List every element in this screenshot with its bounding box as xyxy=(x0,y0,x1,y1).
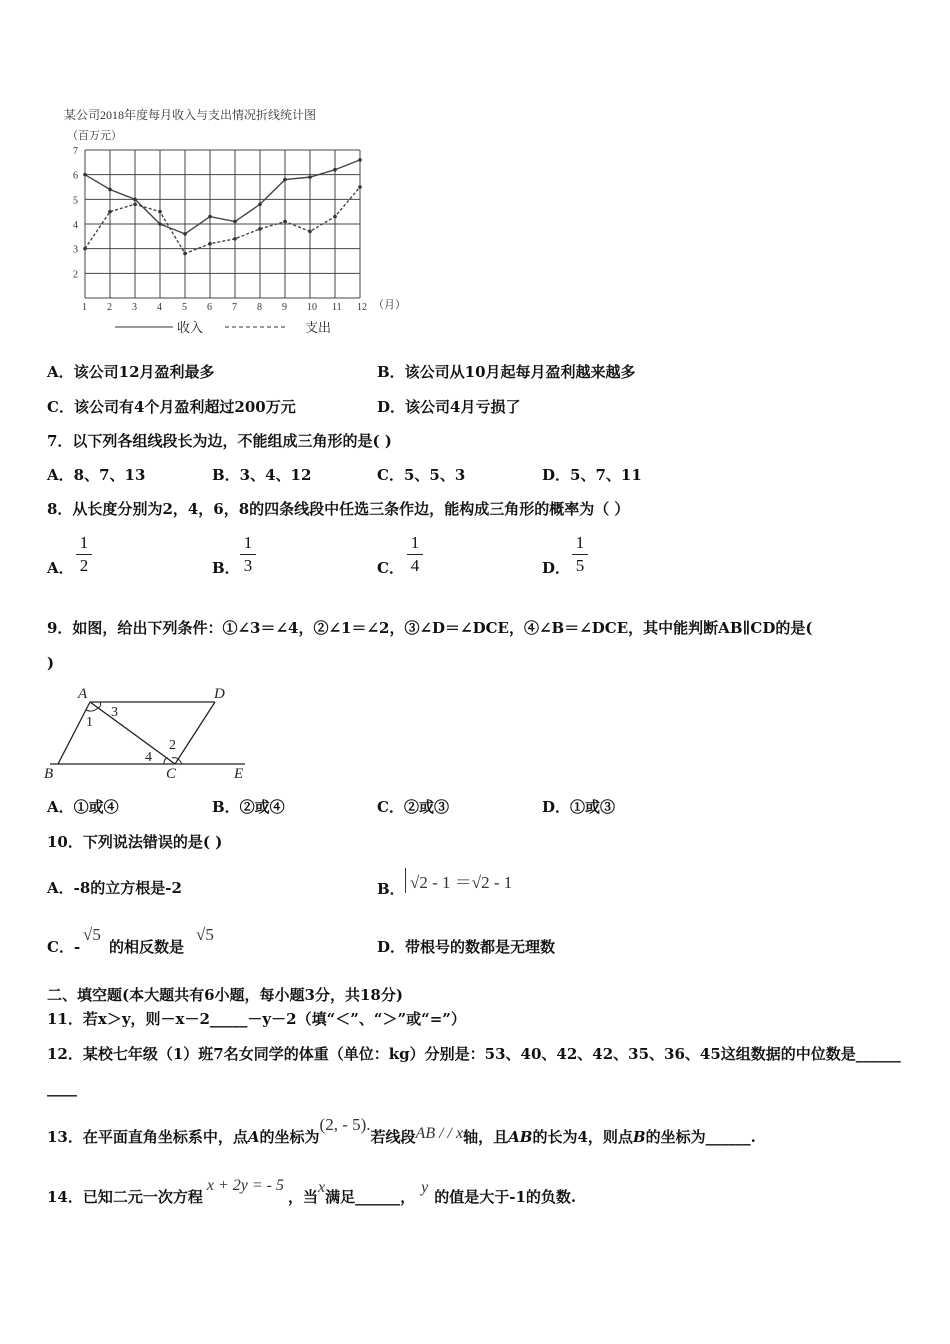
q8-stem: 8．从长度分别为2，4，6，8的四条线段中任选三条作边，能构成三角形的概率为（ ） xyxy=(47,500,630,518)
x-tick-4: 4 xyxy=(157,302,162,313)
q9-option-d: D．①或③ xyxy=(542,798,616,816)
expense-point-3 xyxy=(133,202,137,206)
chart-title: 某公司2018年度每月收入与支出情况折线统计图 xyxy=(64,108,317,122)
income-point-4 xyxy=(158,222,162,226)
q8-option-c-label: C． xyxy=(377,559,404,577)
x-tick-5: 5 xyxy=(182,302,187,313)
expense-point-5 xyxy=(183,252,187,256)
expense-point-10 xyxy=(308,230,312,234)
expense-point-8 xyxy=(258,227,262,231)
expense-point-2 xyxy=(108,210,112,214)
income-point-8 xyxy=(258,202,262,206)
y-tick-7: 7 xyxy=(73,146,78,157)
label-E: E xyxy=(234,766,244,782)
income-point-12 xyxy=(358,158,362,162)
legend-expense-label: 支出 xyxy=(305,320,332,335)
x-tick-8: 8 xyxy=(257,302,262,313)
q6-option-c: C．该公司有4个月盈利超过200万元 xyxy=(47,398,296,416)
expense-point-9 xyxy=(283,220,287,224)
x-tick-1: 1 xyxy=(82,302,87,313)
q10-option-b-expression: √2 - 1 ＝√2 - 1 xyxy=(405,868,512,893)
chart-series xyxy=(83,158,362,255)
q6-option-a: A．该公司12月盈利最多 xyxy=(47,363,215,381)
q7-stem: 7．以下列各组线段长为边，不能组成三角形的是( ) xyxy=(47,432,392,450)
expense-point-12 xyxy=(358,185,362,189)
legend-income-label: 收入 xyxy=(177,320,204,335)
q13: 13．在平面直角坐标系中，点A的坐标为(2, - 5).若线段AB / / x轴，且AB的长为4，则点B的坐标为______. xyxy=(47,1115,756,1146)
income-point-1 xyxy=(83,173,87,177)
label-C: C xyxy=(166,766,177,782)
income-point-10 xyxy=(308,175,312,179)
q8-option-d-fraction: 1 5 xyxy=(572,533,588,576)
expense-point-1 xyxy=(83,247,87,251)
x-tick-9: 9 xyxy=(282,302,287,313)
income-point-11 xyxy=(333,168,337,172)
x-tick-12: 12 xyxy=(357,302,367,313)
q12-line2: ____ xyxy=(47,1079,77,1097)
chart-xlabel: （月） xyxy=(373,299,406,311)
expense-point-4 xyxy=(158,210,162,214)
label-B: B xyxy=(44,766,54,782)
income-point-6 xyxy=(208,215,212,219)
q8-option-b-fraction: 1 3 xyxy=(240,533,256,576)
q7-option-a: A．8、7、13 xyxy=(47,466,146,484)
q8-option-a-label: A． xyxy=(47,559,74,577)
chart-x-ticks xyxy=(82,302,367,313)
y-tick-6: 6 xyxy=(73,170,78,182)
x-tick-3: 3 xyxy=(132,302,137,313)
q9-option-c: C．②或③ xyxy=(377,798,449,816)
income-expense-line-chart xyxy=(55,100,415,345)
y-tick-3: 3 xyxy=(73,244,78,256)
q10-option-c-sqrt-1: √5 xyxy=(83,925,101,944)
q7-option-d: D．5、7、11 xyxy=(542,466,642,484)
q7-option-c: C．5、5、3 xyxy=(377,466,466,484)
label-D: D xyxy=(214,686,225,702)
series-line-expense xyxy=(85,187,360,254)
label-1: 1 xyxy=(86,715,93,730)
q10-option-a: A．-8的立方根是-2 xyxy=(47,879,182,897)
q8-option-b-label: B． xyxy=(212,559,240,577)
segment-DC xyxy=(175,702,215,764)
income-point-3 xyxy=(133,198,137,202)
income-point-2 xyxy=(108,188,112,192)
segment-AB xyxy=(58,702,90,764)
q6-option-b: B．该公司从10月起每月盈利越来越多 xyxy=(377,363,636,381)
section2-heading: 二、填空题(本大题共有6小题，每小题3分，共18分) xyxy=(47,986,403,1004)
label-4: 4 xyxy=(145,750,152,765)
q9-figure xyxy=(40,680,260,785)
angle-arc-1 xyxy=(86,708,98,711)
series-line-income xyxy=(85,160,360,234)
q10-option-c-sqrt-2: √5 xyxy=(196,925,214,944)
expense-point-11 xyxy=(333,215,337,219)
q8-option-a-fraction: 1 2 xyxy=(76,533,92,576)
label-2: 2 xyxy=(169,738,176,753)
x-tick-11: 11 xyxy=(332,302,342,313)
q8-option-d-label: D． xyxy=(542,559,571,577)
q10-stem: 10．下列说法错误的是( ) xyxy=(47,833,223,851)
q12-line1: 12．某校七年级（1）班7名女同学的体重（单位：kg）分别是：53、40、42、42、35、36、45这组数据的中位数是______ xyxy=(47,1045,901,1063)
q9-option-a: A．①或④ xyxy=(47,798,119,816)
y-tick-2: 2 xyxy=(73,269,78,281)
income-point-5 xyxy=(183,232,187,236)
q9-stem-end: ) xyxy=(47,654,55,672)
q10-option-d: D．带根号的数都是无理数 xyxy=(377,938,556,956)
angle-arc-3 xyxy=(98,702,101,708)
income-point-7 xyxy=(233,220,237,224)
income-point-9 xyxy=(283,178,287,182)
q9-option-b: B．②或④ xyxy=(212,798,285,816)
q7-option-b: B．3、4、12 xyxy=(212,466,312,484)
x-tick-6: 6 xyxy=(207,302,212,313)
q11: 11．若x＞y，则－x－2_____－y－2（填“＜”、“＞”或“=”） xyxy=(47,1010,466,1028)
q6-option-d: D．该公司4月亏损了 xyxy=(377,398,521,416)
chart-ylabel: （百万元） xyxy=(67,130,122,142)
expense-point-7 xyxy=(233,237,237,241)
segment-AC xyxy=(90,702,175,764)
q14: 14．已知二元一次方程x + 2y = - 5，当x满足______，y的值是大于-1的负数. xyxy=(47,1177,577,1206)
q8-option-c-fraction: 1 4 xyxy=(407,533,423,576)
chart-grid xyxy=(85,150,360,298)
chart-y-ticks xyxy=(73,146,78,280)
y-tick-4: 4 xyxy=(73,220,78,231)
q9-stem: 9．如图，给出下列条件：①∠3＝∠4，②∠1＝∠2，③∠D＝∠DCE，④∠B＝∠DCE，其中能判断AB∥CD的是( xyxy=(47,619,813,637)
label-A: A xyxy=(78,686,88,702)
x-tick-2: 2 xyxy=(107,302,112,313)
q10-option-c-text: 的相反数是 xyxy=(109,938,185,956)
y-tick-5: 5 xyxy=(73,195,78,207)
label-3: 3 xyxy=(111,705,118,720)
x-tick-10: 10 xyxy=(307,302,317,313)
q10-option-c-label: C．- xyxy=(47,938,81,956)
x-tick-7: 7 xyxy=(232,302,237,313)
expense-point-6 xyxy=(208,242,212,246)
q10-option-b-label: B． xyxy=(377,880,405,898)
